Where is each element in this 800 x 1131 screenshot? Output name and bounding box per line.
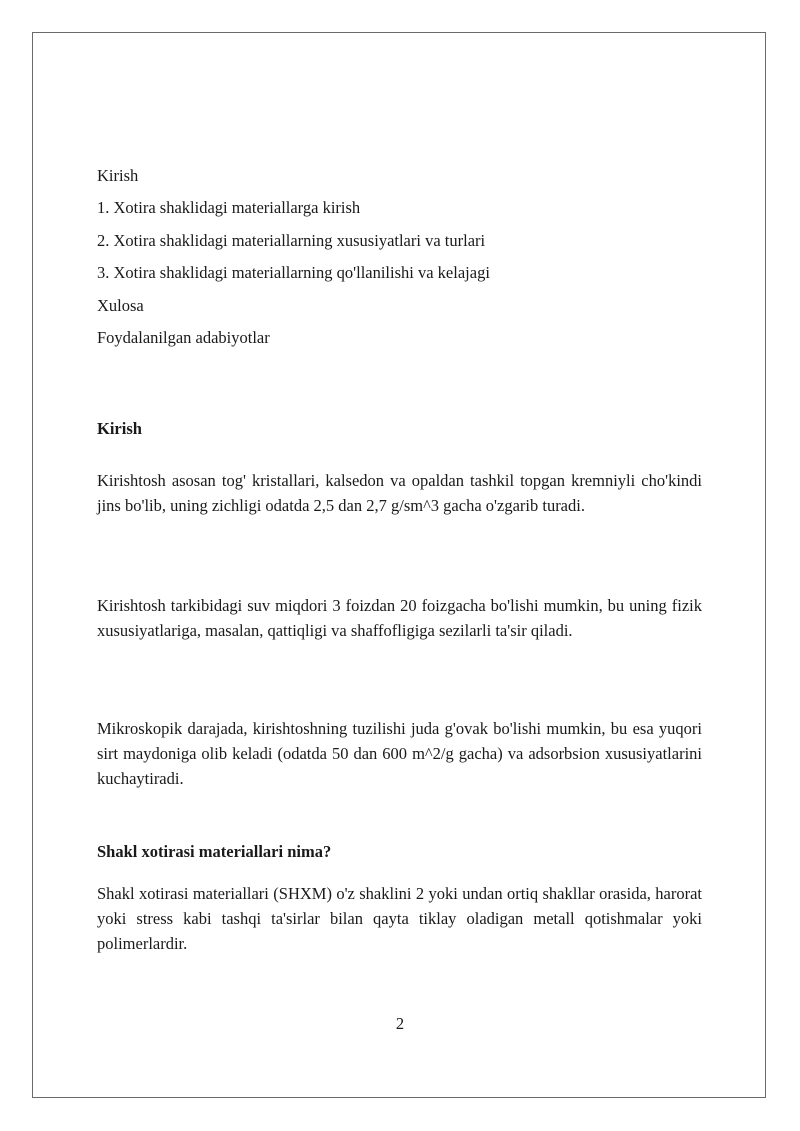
- intro-paragraph-3: Mikroskopik darajada, kirishtoshning tuzilishi juda g'ovak bo'lishi mumkin, bu esa yuqori sirt maydoniga olib keladi (odatda 50 dan 600 m^2/g gacha) va adsorbsion xususiyatlarini kuchaytiradi.: [97, 719, 702, 788]
- toc-item-chapter-3: 3. Xotira shaklidagi materiallarning qo'llanilishi va kelajagi: [97, 263, 490, 283]
- shape-memory-paragraph: Shakl xotirasi materiallari (SHXM) o'z shaklini 2 yoki undan ortiq shakllar orasida, harorat yoki stress kabi tashqi ta'sirlar bilan qayta tiklay oladigan metall qotishmalar yoki polimerlardir.: [97, 884, 702, 953]
- shape-memory-heading: Shakl xotirasi materiallari nima?: [97, 842, 332, 861]
- page-number: 2: [395, 1014, 405, 1033]
- table-of-contents: [97, 160, 702, 354]
- toc-item-references: Foydalanilgan adabiyotlar: [97, 328, 270, 348]
- intro-paragraph-1: Kirishtosh asosan tog' kristallari, kalsedon va opaldan tashkil topgan kremniyli cho'kindi jins bo'lib, uning zichligi odatda 2,5 dan 2,7 g/sm^3 gacha o'zgarib turadi.: [97, 471, 702, 515]
- toc-item-conclusion: Xulosa: [97, 295, 144, 315]
- toc-item-chapter-1: 1. Xotira shaklidagi materiallarga kirish: [97, 198, 361, 218]
- intro-heading: Kirish: [97, 419, 142, 438]
- toc-item-intro: Kirish: [97, 166, 139, 185]
- intro-paragraph-2: Kirishtosh tarkibidagi suv miqdori 3 foizdan 20 foizgacha bo'lishi mumkin, bu uning fizik xususiyatlariga, masalan, qattiqligi va shaffofligiga sezilarli ta'sir qiladi.: [97, 596, 702, 640]
- toc-item-chapter-2: 2. Xotira shaklidagi materiallarning xususiyatlari va turlari: [97, 230, 486, 250]
